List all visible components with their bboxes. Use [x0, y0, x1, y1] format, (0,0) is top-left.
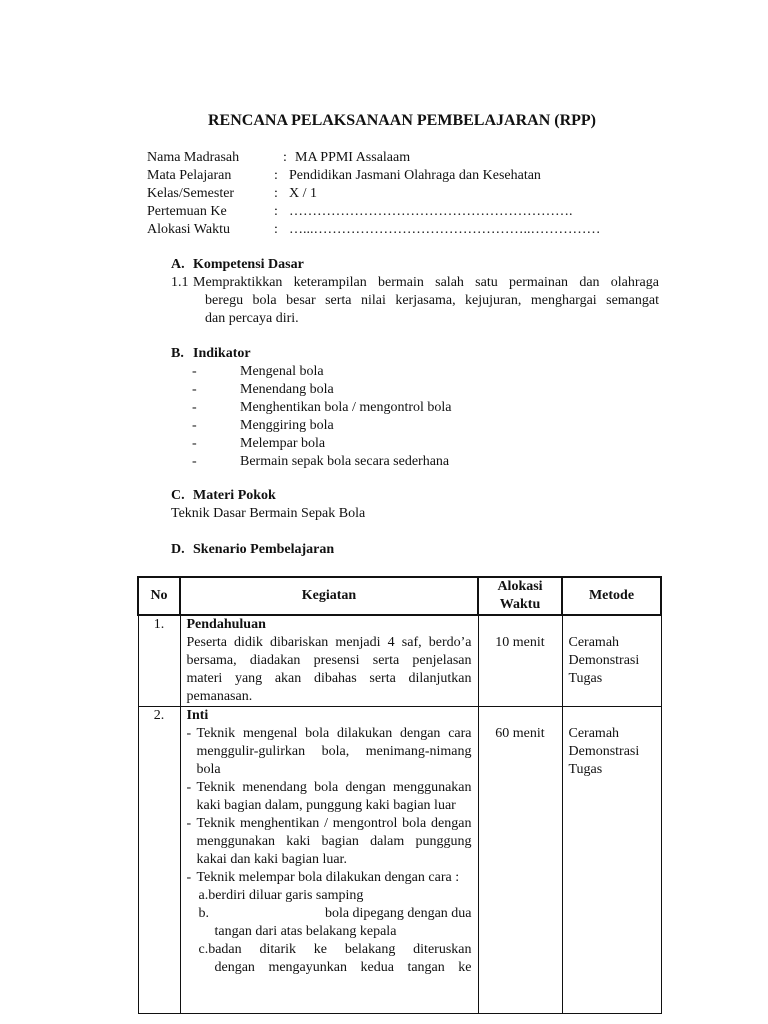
- identity-label: Pertemuan Ke: [147, 204, 227, 219]
- method-item: Demonstrasi: [568, 653, 640, 668]
- identity-separator: :: [274, 168, 278, 183]
- materi-text: Teknik Dasar Bermain Sepak Bola: [171, 506, 366, 521]
- scenario-table: [137, 576, 662, 1014]
- row-number: 1.: [138, 615, 180, 707]
- list-dash: -: [192, 418, 197, 433]
- list-dash: -: [192, 382, 197, 397]
- sub-mark: a.: [198, 888, 209, 903]
- bullet-text: Teknik menendang bola dengan menggunakan kaki bagian dalam, punggung kaki bagian luar: [196, 780, 472, 813]
- header-alokasi: Alokasi Waktu: [478, 577, 562, 615]
- sub-text: berdiri diluar garis samping: [208, 888, 364, 903]
- phase-title: Pendahuluan: [186, 617, 266, 632]
- indicator-item: Menendang bola: [240, 382, 334, 397]
- sub-mark: c.: [198, 942, 209, 957]
- bullet-dash: -: [186, 726, 192, 741]
- identity-label: Nama Madrasah: [147, 150, 240, 165]
- sub-continuation: tangan dari atas belakang kepala: [214, 924, 397, 939]
- activity-cell: [180, 615, 478, 707]
- bullet-text: Teknik menghentikan / mengontrol bola dengan menggunakan kaki bagian dalam punggung kakai dan kaki bagian luar.: [196, 816, 472, 867]
- method-cell: [562, 615, 661, 707]
- method-item: Demonstrasi: [568, 744, 640, 759]
- time-allocation: 60 menit: [478, 707, 562, 1014]
- sub-mark: b.: [198, 906, 209, 921]
- identity-separator: :: [283, 150, 287, 165]
- row-number: 2.: [138, 707, 180, 1014]
- bullet-dash: -: [186, 780, 192, 795]
- indicator-item: Melempar bola: [240, 436, 326, 451]
- method-item: Ceramah: [568, 635, 620, 650]
- table-row: [138, 707, 661, 1014]
- sub-item: [187, 941, 472, 959]
- section-c-heading: [171, 487, 276, 505]
- list-item: [187, 725, 472, 779]
- method-cell: [562, 707, 661, 1014]
- section-letter: A.: [171, 257, 185, 272]
- section-a-heading: [171, 256, 304, 274]
- section-title: Skenario Pembelajaran: [193, 542, 335, 557]
- competency-line: dan percaya diri.: [205, 311, 299, 326]
- list-item: [187, 815, 472, 869]
- bullet-text: Teknik melempar bola dilakukan dengan cara :: [196, 870, 460, 885]
- list-item: [187, 869, 472, 887]
- identity-separator: :: [274, 222, 278, 237]
- phase-title: Inti: [186, 708, 209, 723]
- list-dash: -: [192, 364, 197, 379]
- table-row: [138, 615, 661, 707]
- sub-item: [187, 887, 472, 905]
- header-kegiatan: Kegiatan: [180, 577, 478, 615]
- identity-value: Pendidikan Jasmani Olahraga dan Kesehatan: [289, 168, 541, 183]
- bullet-text: Teknik mengenal bola dilakukan dengan cara menggulir-gulirkan bola, menimang-nimang bola: [196, 726, 472, 777]
- identity-separator: :: [274, 186, 278, 201]
- section-d-heading: [171, 541, 334, 559]
- indicator-item: Mengenal bola: [240, 364, 324, 379]
- sub-item: [187, 905, 472, 923]
- competency-line: Mempraktikkan keterampilan bermain salah satu permainan dan olahraga: [193, 275, 659, 290]
- section-title: Materi Pokok: [193, 488, 276, 503]
- method-item: Tugas: [568, 762, 603, 777]
- identity-label: Mata Pelajaran: [147, 168, 232, 183]
- list-dash: -: [192, 400, 197, 415]
- sub-continuation: dengan mengayunkan kedua tangan ke: [214, 960, 472, 975]
- indicator-item: Menggiring bola: [240, 418, 334, 433]
- bullet-dash: -: [186, 870, 192, 885]
- competency-line: beregu bola besar serta nilai kerjasama, kejujuran, menghargai semangat: [205, 293, 659, 308]
- section-letter: D.: [171, 542, 185, 557]
- header-no: No: [138, 577, 180, 615]
- bullet-dash: -: [186, 816, 192, 831]
- identity-separator: :: [274, 204, 278, 219]
- identity-label: Kelas/Semester: [147, 186, 235, 201]
- method-item: Tugas: [568, 671, 603, 686]
- identity-value: MA PPMI Assalaam: [295, 150, 411, 165]
- method-item: Ceramah: [568, 726, 620, 741]
- identity-value: …………………………………………………….: [289, 204, 573, 219]
- section-title: Indikator: [193, 346, 251, 361]
- identity-value: X / 1: [289, 186, 317, 201]
- list-item: [187, 779, 472, 815]
- section-b-heading: [171, 345, 251, 363]
- indicator-item: Menghentikan bola / mengontrol bola: [240, 400, 452, 415]
- time-allocation: 10 menit: [478, 615, 562, 707]
- activity-text: Peserta didik dibariskan menjadi 4 saf, berdo’a bersama, diadakan presensi serta penjelasan materi yang akan dibahas serta dilanjutkan pemanasan.: [186, 635, 472, 704]
- sub-text: badan ditarik ke belakang diteruskan: [208, 942, 472, 957]
- header-metode: Metode: [562, 577, 661, 615]
- sub-text: bola dipegang dengan dua: [324, 906, 472, 921]
- activity-cell: [180, 707, 478, 1014]
- list-dash: -: [192, 436, 197, 451]
- section-title: Kompetensi Dasar: [193, 257, 304, 272]
- document-title: RENCANA PELAKSANAAN PEMBELAJARAN (RPP): [208, 112, 596, 129]
- identity-label: Alokasi Waktu: [147, 222, 230, 237]
- section-letter: B.: [171, 346, 184, 361]
- indicator-item: Bermain sepak bola secara sederhana: [240, 454, 450, 469]
- list-dash: -: [192, 454, 197, 469]
- section-letter: C.: [171, 488, 185, 503]
- competency-number: 1.1: [171, 275, 189, 290]
- identity-value: …...………………………………………..……………: [289, 222, 601, 237]
- table-header-row: [138, 577, 661, 615]
